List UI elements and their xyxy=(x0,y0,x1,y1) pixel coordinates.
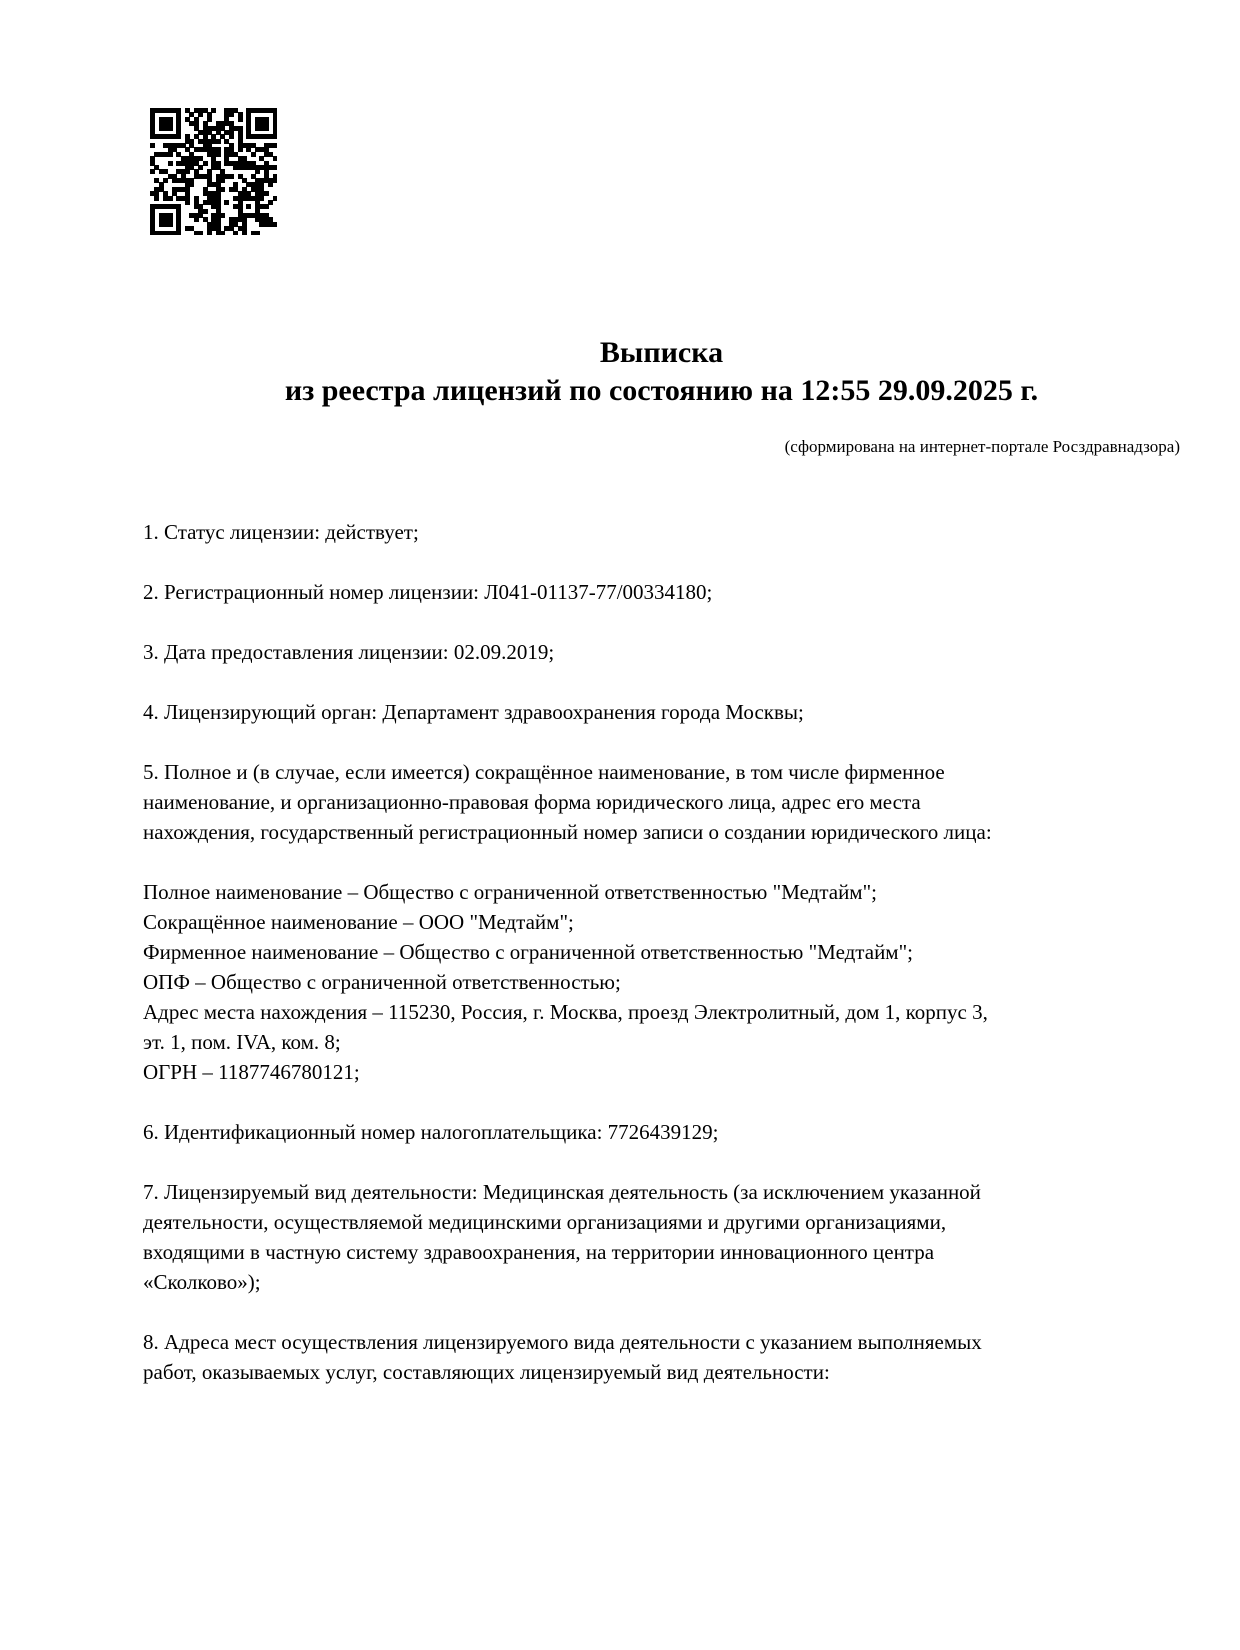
document-subtitle: (сформирована на интернет-портале Росздравнадзора) xyxy=(784,437,1180,456)
document-body xyxy=(143,517,1180,1387)
paragraph-2: 2. Регистрационный номер лицензии: Л041-01137-77/00334180; xyxy=(143,580,713,604)
paragraph-9: 8. Адреса мест осуществления лицензируемого вида деятельности с указанием выполняемых работ, оказываемых услуг, составляющих лицензируемый вид деятельности: xyxy=(143,1330,982,1384)
paragraph-6: Полное наименование – Общество с ограниченной ответственностью "Медтайм"; Сокращённое наименование – ООО "Медтайм"; Фирменное наименование – Общество с ограниченной ответственностью "Медтайм"; ОПФ – Общество с ограниченной ответственностью; Адрес места нахождения – 115230, Россия, г. Москва, проезд Электролитный, дом 1, корпус 3, эт. 1, пом. IVA, ком. 8; ОГРН – 1187746780121; xyxy=(143,880,988,1084)
qr-code-canvas xyxy=(150,108,277,235)
document-title-line2: из реестра лицензий по состоянию на 12:55 29.09.2025 г. xyxy=(284,374,1039,407)
paragraph-8: 7. Лицензируемый вид деятельности: Медицинская деятельность (за исключением указанной деятельности, осуществляемой медицинскими организациями и другими организациями, входящими в частную систему здравоохранения, на территории инновационного центра «Сколково»); xyxy=(143,1180,981,1294)
document-title-line1: Выписка xyxy=(599,336,724,369)
qr-code-icon xyxy=(150,108,277,235)
paragraph-7: 6. Идентификационный номер налогоплательщика: 7726439129; xyxy=(143,1120,719,1144)
paragraph-4: 4. Лицензирующий орган: Департамент здравоохранения города Москвы; xyxy=(143,700,804,724)
paragraph-5: 5. Полное и (в случае, если имеется) сокращённое наименование, в том числе фирменное наименование, и организационно-правовая форма юридического лица, адрес его места нахождения, государственный регистрационный номер записи о создании юридического лица: xyxy=(143,760,992,844)
paragraph-3: 3. Дата предоставления лицензии: 02.09.2019; xyxy=(143,640,555,664)
paragraph-1: 1. Статус лицензии: действует; xyxy=(143,520,419,544)
document-header xyxy=(143,0,1180,410)
